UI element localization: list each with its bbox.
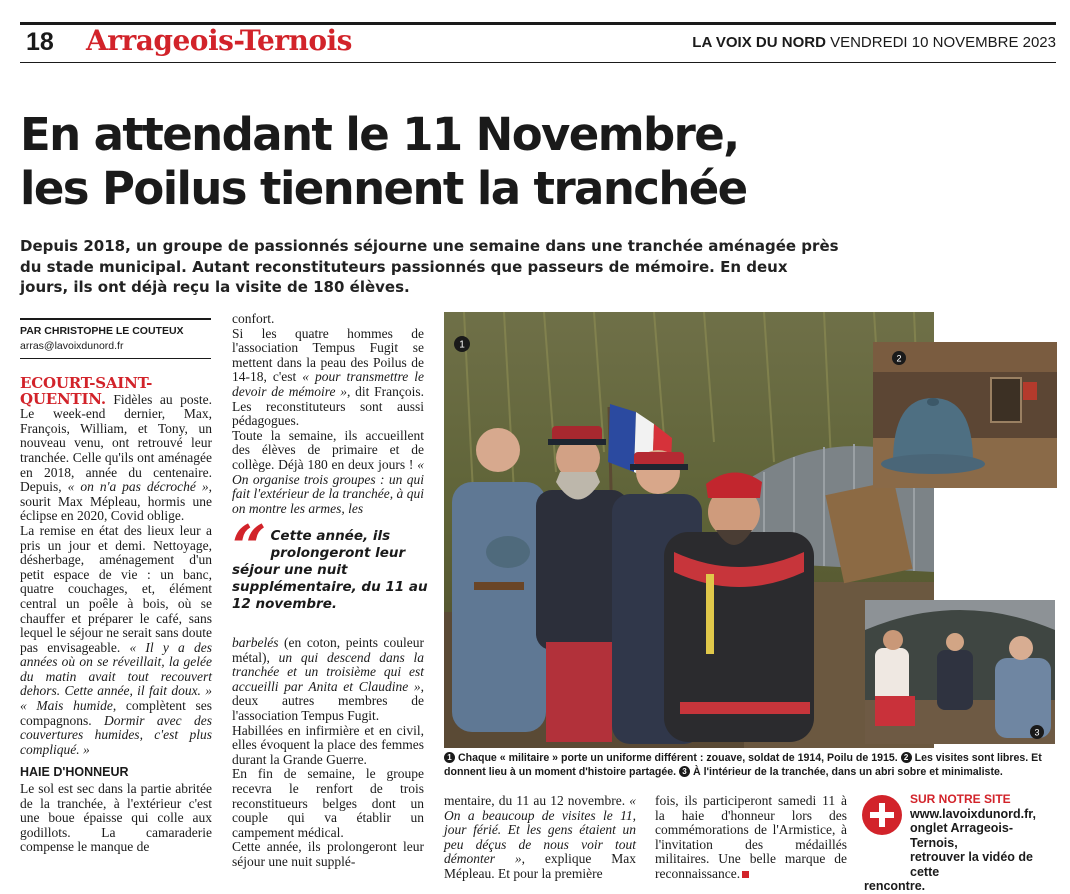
caption-1: Chaque « militaire » porte un uniforme différent : zouave, soldat de 1914, Poilu de 1915. xyxy=(457,752,898,764)
article-column-2-bottom xyxy=(232,636,424,870)
headline-line-1: En attendant le 11 Novembre, xyxy=(20,108,739,161)
byline-rule-top xyxy=(20,318,211,320)
headline xyxy=(20,108,1040,216)
paragraph: Le sol est sec dans la partie abritée de la tranchée, à l'extérieur c'est une boue épaisse qui colle aux godillots. La camaraderie compense le manque de xyxy=(20,781,212,855)
online-url[interactable]: www.lavoixdunord.fr, xyxy=(910,806,1036,821)
article-column-1 xyxy=(20,376,212,855)
dateline: ECOURT-SAINT-QUENTIN. xyxy=(20,374,153,408)
paragraph: confort. xyxy=(232,311,275,326)
subheading: HAIE D'HONNEUR xyxy=(20,765,129,780)
caption-2: Les visites sont libres. Et donnent lieu à un moment d'histoire partagée. xyxy=(444,752,1042,778)
caption-number: 2 xyxy=(901,752,912,763)
online-line-4: rencontre. xyxy=(864,879,926,893)
inset-photo-2 xyxy=(873,342,1057,488)
caption-number: 1 xyxy=(444,752,455,763)
article-column-2-top xyxy=(232,312,424,516)
headline-line-2: les Poilus tiennent la tranchée xyxy=(20,162,747,215)
paper-name: LA VOIX DU NORD xyxy=(692,34,826,51)
quote-mark-icon: “ xyxy=(232,513,267,583)
byline-rule-bottom xyxy=(20,358,211,359)
end-mark-icon xyxy=(742,871,749,878)
caption-number: 3 xyxy=(679,766,690,777)
article-column-3 xyxy=(444,794,636,882)
pull-quote xyxy=(232,513,428,613)
paragraph: Si les quatre hommes de l'association Tempus Fugit se mettent dans la peau des Poilus de 14-18, c'est « pour transmettre le devoir de mémoire », dit François. Les reconstituteurs sont aussi pédagogues. xyxy=(232,325,425,429)
paragraph: mentaire, du 11 au 12 novembre. « On a beaucoup de visites le 11, jour férié. Et les gens étaient un peu déçus de nous voir tout démonter », explique Max Mépleau. Et pour la première xyxy=(444,793,636,881)
online-line-2: onglet Arrageois-Ternois, xyxy=(910,821,1014,850)
photo-number: 3 xyxy=(1034,727,1040,738)
author-name: PAR CHRISTOPHE LE COUTEUX xyxy=(20,325,184,337)
online-title: SUR NOTRE SITE xyxy=(910,792,1011,806)
paragraph: En fin de semaine, le groupe recevra le renfort de trois reconstitueurs belges dont un couple qui va établir un campement médical. xyxy=(232,766,424,840)
photo-number: 2 xyxy=(896,353,902,364)
online-line-3: retrouver la vidéo de cette xyxy=(910,850,1033,879)
paragraph: Cette année, ils prolongeront leur séjour une nuit supplé- xyxy=(232,839,424,869)
article-column-4 xyxy=(655,794,847,882)
section-title: Arrageois-Ternois xyxy=(86,24,352,57)
inset-photo-3 xyxy=(865,600,1055,744)
masthead xyxy=(692,34,1056,51)
pull-quote-text: Cette année, ils prolongeront leur séjour une nuit supplémentaire, du 11 au 12 novembre. xyxy=(232,528,428,612)
page-number: 18 xyxy=(26,28,54,56)
paragraph: ECOURT-SAINT-QUENTIN. Fidèles au poste. Le week-end dernier, Max, François, William, et Tony, un nouveau venu, ont retrouvé leur tranchée. Celle qu'ils ont aménagée en 2018, année du centenaire. Depuis, « on n'a pas décroché », sourit Max Mépleau, hormis une éclipse en 2020, Covid oblige. xyxy=(20,374,212,524)
paragraph: Habillées en infirmière et en civil, elles évoquent la place des femmes durant la Grande Guerre. xyxy=(232,722,424,767)
photo-number: 1 xyxy=(459,339,465,351)
header-rule xyxy=(20,62,1056,63)
photo-caption xyxy=(444,751,1060,779)
byline xyxy=(20,324,184,354)
online-box xyxy=(864,792,1060,894)
issue-date: VENDREDI 10 NOVEMBRE 2023 xyxy=(830,34,1056,51)
paragraph: Toute la semaine, ils accueillent des élèves de primaire et de collège. Déjà 180 en deux jours ! « On organise trois groupes : un qui fait l'extérieur de la tranchée, à qui on montre les armes, les xyxy=(232,427,424,516)
caption-3: À l'intérieur de la tranchée, dans un abri sobre et minimaliste. xyxy=(692,766,1003,778)
paragraph: fois, ils participeront samedi 11 à la haie d'honneur lors des commémorations de l'Armistice, à l'invitation des médaillés militaires. Une belle marque de reconnaissance. xyxy=(655,793,847,881)
standfirst: Depuis 2018, un groupe de passionnés séjourne une semaine dans une tranchée aménagée près du stade municipal. Autant reconstituteurs passionnés que passeurs de mémoire. En deux jours, ils ont déjà reçu la visite de 180 élèves. xyxy=(20,237,839,296)
author-email[interactable]: arras@lavoixdunord.fr xyxy=(20,340,124,352)
paragraph: barbelés (en coton, peints couleur métal), un qui descend dans la tranchée et un troisième qui est accueilli par Anita et Claudine », deux autres membres de l'association Tempus Fugit. xyxy=(232,635,424,723)
main-photo xyxy=(444,312,934,748)
paragraph: La remise en état des lieux leur a pris un jour et demi. Nettoyage, désherbage, aménagement d'un petit espace de vie : un banc, quatre couchages, et, élément central un poêle à bois, où se chauffer et préparer le café, sans lequel le séjour ne serait sans doute pas envisageable. « Il y a des années où on se réveillait, la gelée du matin avait tout recouvert dehors. Cette année, il fait doux. » « Mais humide, complètent ses compagnons. Dormir avec des couvertures humides, c'est plus compliqué. » xyxy=(20,522,212,757)
